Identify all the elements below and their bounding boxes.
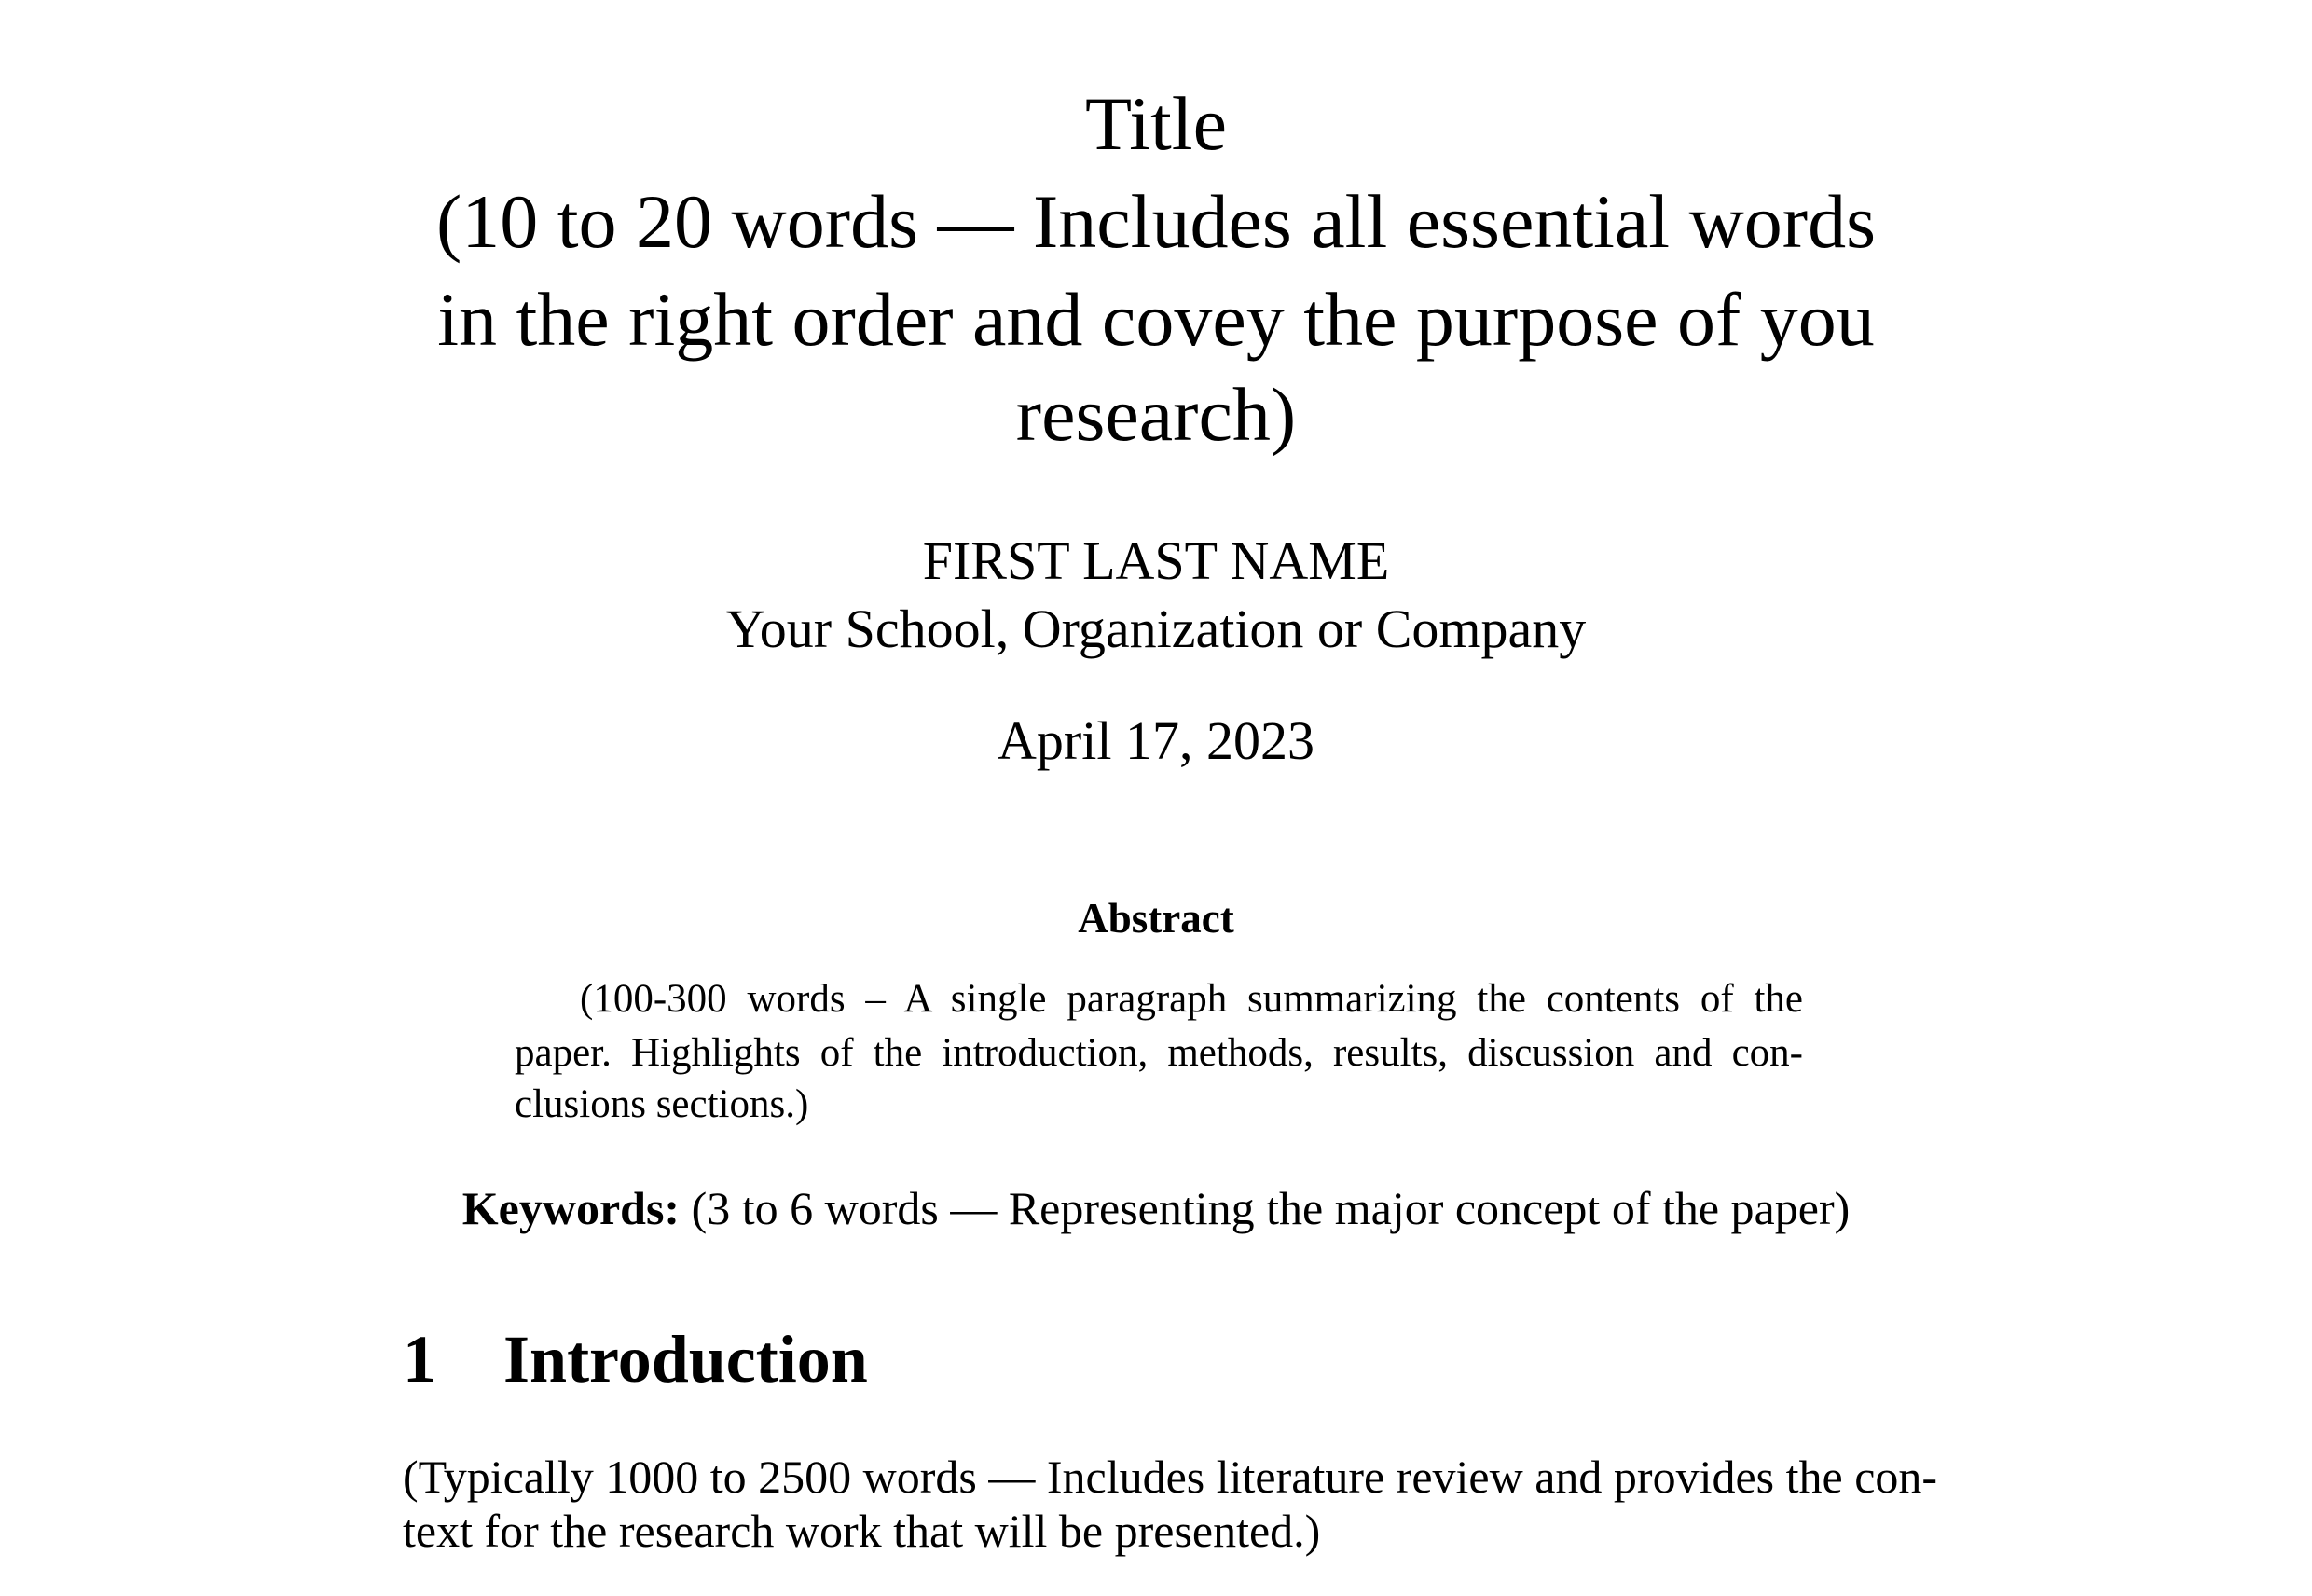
title-line: research) — [1015, 372, 1297, 457]
title-line: Title — [1085, 81, 1227, 166]
author-name: FIRST LAST NAME — [922, 530, 1390, 591]
author-affiliation: Your School, Organization or Company — [725, 598, 1587, 659]
abstract-line: clusions sections.) — [515, 1082, 809, 1126]
abstract-line: (100-300 words – A single paragraph summarizing the contents of the — [580, 977, 1803, 1021]
section-number: 1 — [403, 1322, 436, 1396]
keywords-text: (3 to 6 words — Representing the major concept of the paper) — [691, 1182, 1851, 1234]
title-line: (10 to 20 words — Includes all essential words — [435, 179, 1877, 264]
paper-date: April 17, 2023 — [998, 710, 1314, 771]
abstract-heading: Abstract — [1078, 895, 1234, 942]
title-line: in the right order and covey the purpose of you — [437, 277, 1875, 362]
body-line: text for the research work that will be presented.) — [403, 1505, 1321, 1557]
section-heading — [403, 1322, 868, 1396]
keywords-label: Keywords: — [461, 1182, 681, 1234]
keywords-line — [0, 1182, 2312, 1234]
abstract-line: paper. Highlights of the introduction, methods, results, discussion and con- — [515, 1031, 1803, 1075]
body-line: (Typically 1000 to 2500 words — Includes literature review and provides the con- — [403, 1451, 1938, 1503]
section-title: Introduction — [503, 1322, 868, 1396]
